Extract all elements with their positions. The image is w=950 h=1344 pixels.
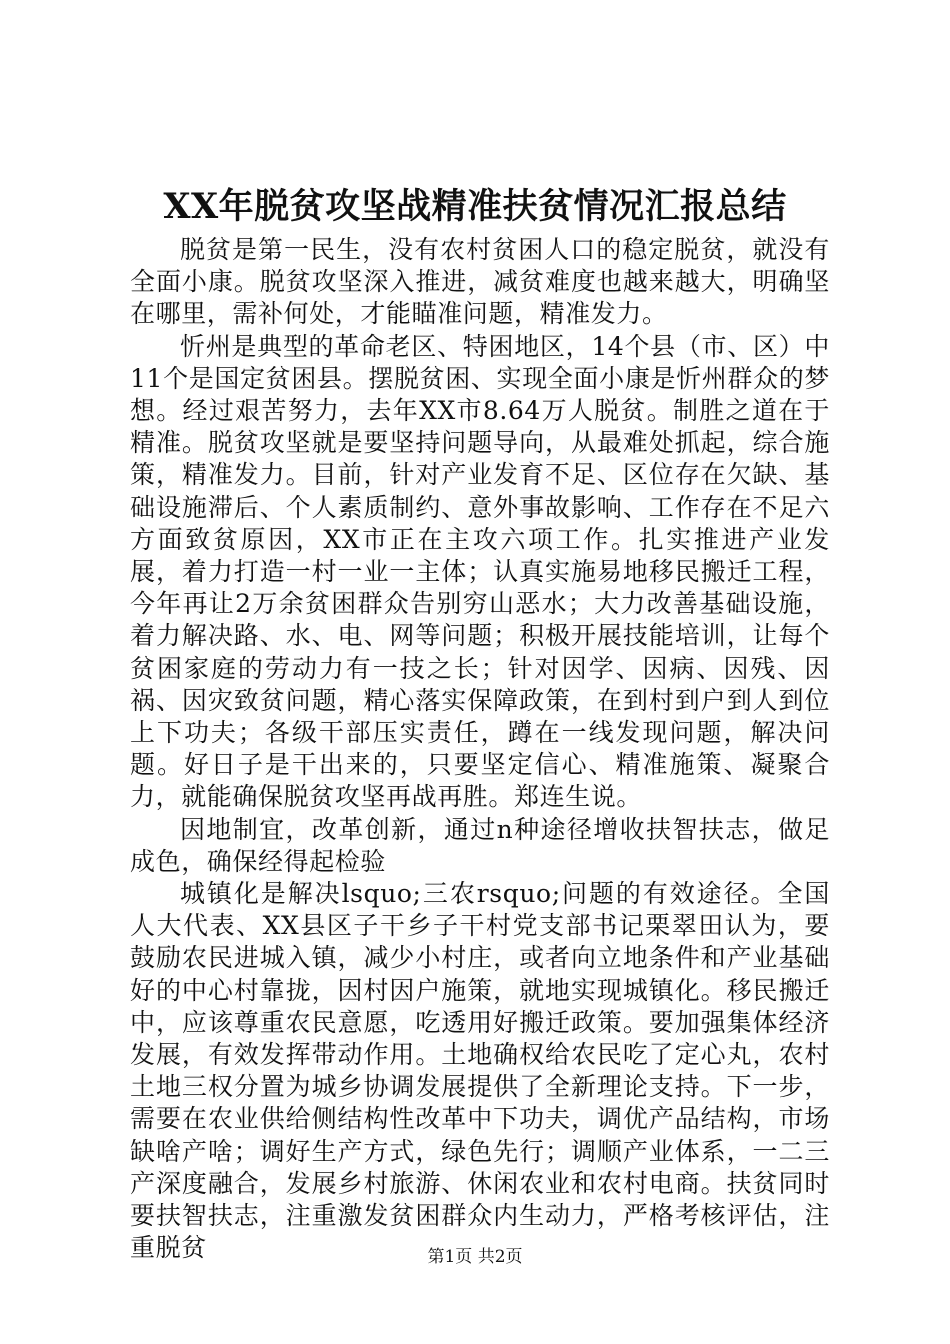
document-body bbox=[130, 234, 830, 1265]
paragraph-intro: 脱贫是第一民生，没有农村贫困人口的稳定脱贫，就没有全面小康。脱贫攻坚深入推进，减贫难度也越来越大，明确坚在哪里，需补何处，才能瞄准问题，精准发力。 bbox=[130, 235, 830, 329]
paragraph-subheading: 因地制宜，改革创新，通过n种途径增收扶智扶志，做足成色，确保经得起检验 bbox=[130, 814, 830, 876]
document-title: XX年脱贫攻坚战精准扶贫情况汇报总结 bbox=[163, 186, 787, 227]
paragraph-xinzhou: 忻州是典型的革命老区、特困地区，14个县（市、区）中11个是国定贫困县。摆脱贫困、实现全面小康是忻州群众的梦想。经过艰苦努力，去年XX市8.64万人脱贫。制胜之道在于精准。脱贫攻坚就是要坚持问题导向，从最难处抓起，综合施策，精准发力。目前，针对产业发育不足、区位存在欠缺、基础设施滞后、个人素质制约、意外事故影响、工作存在不足六方面致贫原因，XX市正在主攻六项工作。扎实推进产业发展，着力打造一村一业一主体；认真实施易地移民搬迁工程，今年再让2万余贫困群众告别穷山恶水；大力改善基础设施，着力解决路、水、电、网等问题；积极开展技能培训，让每个贫困家庭的劳动力有一技之长；针对因学、因病、因残、因祸、因灾致贫问题，精心落实保障政策，在到村到户到人到位上下功夫；各级干部压实责任，蹲在一线发现问题，解决问题。好日子是干出来的，只要坚定信心、精准施策、凝聚合力，就能确保脱贫攻坚再战再胜。郑连生说。 bbox=[130, 331, 830, 812]
paragraph-urbanization: 城镇化是解决lsquo;三农rsquo;问题的有效途径。全国人大代表、XX县区子干乡子干村党支部书记栗翠田认为，要鼓励农民进城入镇，减少小村庄，或者向立地条件和产业基础好的中心村靠拢，因村因户施策，就地实现城镇化。移民搬迁中，应该尊重农民意愿，吃透用好搬迁政策。要加强集体经济发展，有效发挥带动作用。土地确权给农民吃了定心丸，农村土地三权分置为城乡协调发展提供了全新理论支持。下一步，需要在农业供给侧结构性改革中下功夫，调优产品结构，市场缺啥产啥；调好生产方式，绿色先行；调顺产业体系，一二三产深度融合，发展乡村旅游、休闲农业和农村电商。扶贫同时要扶智扶志，注重激发贫困群众内生动力，严格考核评估，注重脱贫 bbox=[130, 879, 830, 1263]
page-footer: 第1页 共2页 bbox=[427, 1247, 523, 1267]
